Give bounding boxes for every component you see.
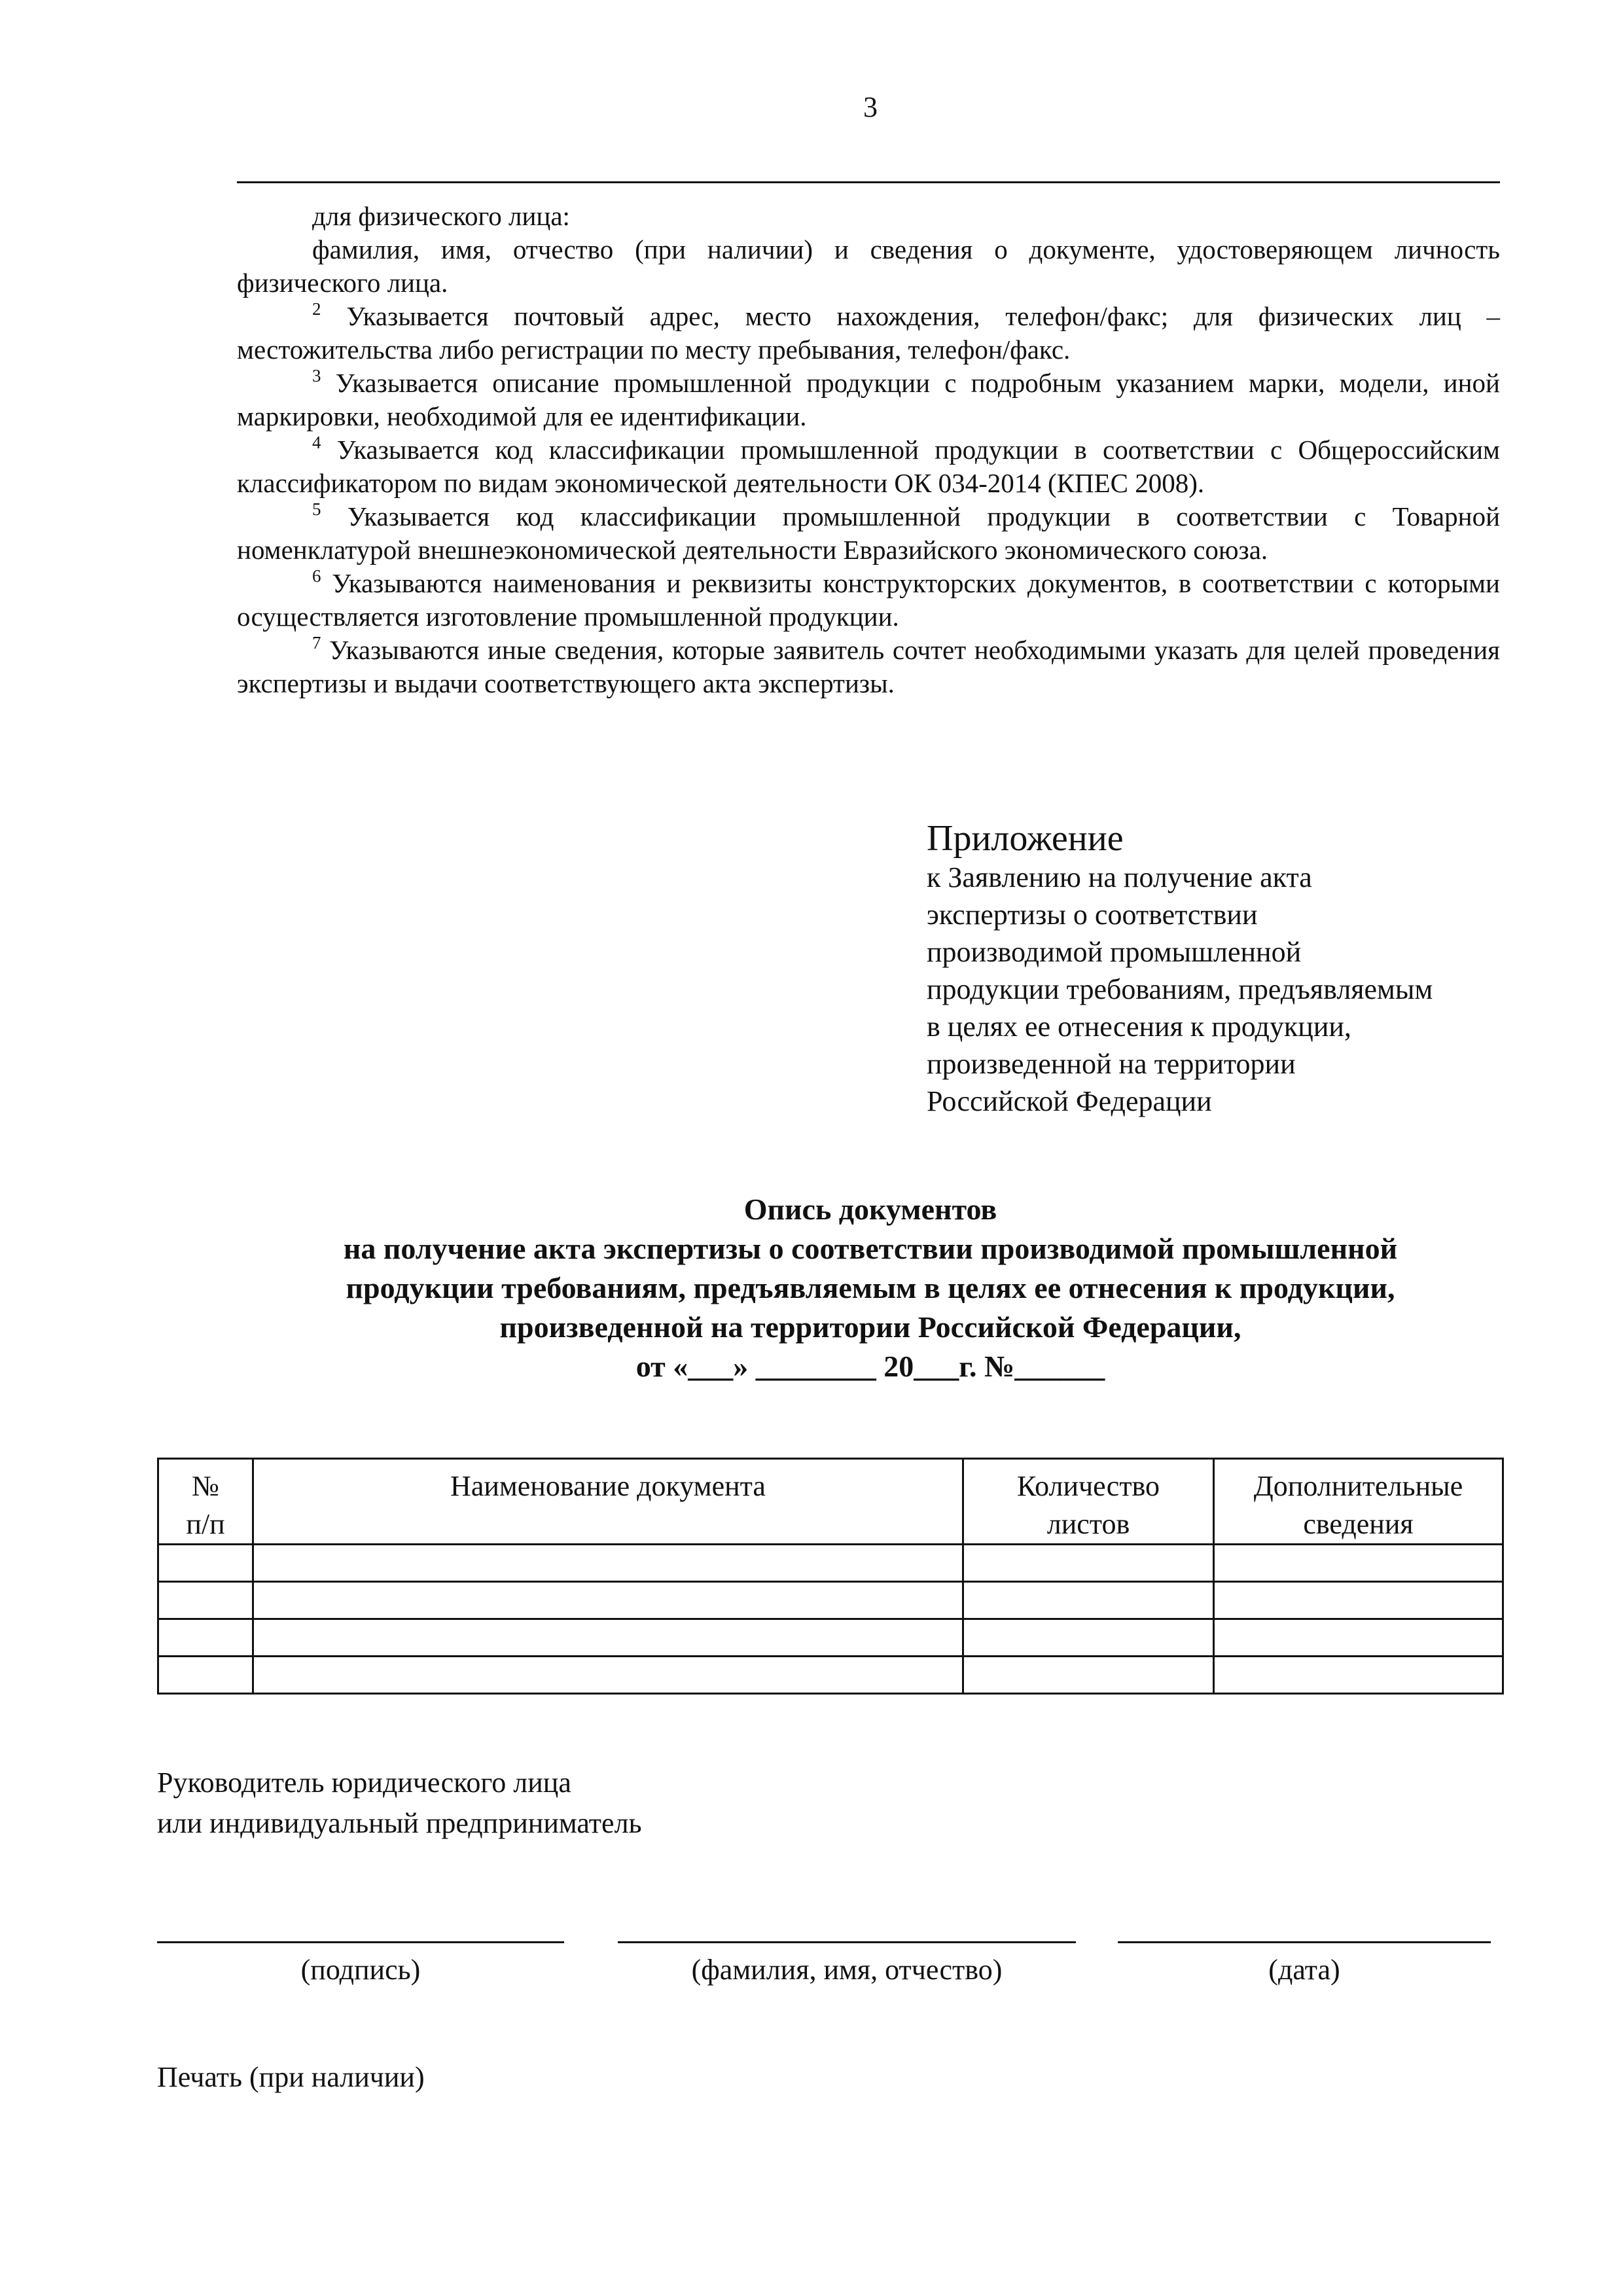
inventory-date-line: от «___» ________ 20___г. №______ <box>635 1350 1105 1383</box>
table-row <box>158 1619 1503 1657</box>
table-cell[interactable] <box>158 1582 253 1619</box>
table-row <box>158 1582 1503 1619</box>
table-cell[interactable] <box>963 1545 1214 1582</box>
footnote-text: Указывается код классификации промышленной продукции в соответствии с Товарной номенклатурой внешнеэкономической деятельности Евразийского экономического союза. <box>237 501 1501 565</box>
table-cell[interactable] <box>158 1657 253 1694</box>
appendix-line: в целях ее отнесения к продукции, <box>927 1011 1351 1043</box>
footnote-text: Указывается почтовый адрес, место нахождения, телефон/факс; для физических лиц – местожительства либо регистрации по месту пребывания, телефон/факс. <box>237 301 1500 365</box>
footnote-marker: 2 <box>312 299 321 319</box>
footnote-5 <box>237 500 1500 567</box>
column-header-number: № п/п <box>158 1459 253 1545</box>
table-cell[interactable] <box>1214 1619 1503 1657</box>
table-cell[interactable] <box>1214 1657 1503 1694</box>
signer-line: Руководитель юридического лица <box>157 1767 571 1799</box>
inventory-title-line: Опись документов <box>743 1193 997 1226</box>
stamp-note: Печать (при наличии) <box>157 2061 425 2093</box>
table-cell[interactable] <box>253 1619 963 1657</box>
table-cell[interactable] <box>1214 1545 1503 1582</box>
appendix-line: произведенной на территории <box>927 1048 1296 1080</box>
footnote-marker: 7 <box>312 633 321 653</box>
inventory-title-line: продукции требованиям, предъявляемым в целях ее отнесения к продукции, <box>346 1271 1395 1304</box>
footnote-text: Указываются наименования и реквизиты конструкторских документов, в соответствии с которыми осуществляется изготовление промышленной продукции. <box>237 568 1500 632</box>
footnote-text: Указываются иные сведения, которые заявитель сочтет необходимыми указать для целей проведения экспертизы и выдачи соответствующего акта экспертизы. <box>237 635 1501 698</box>
table-cell[interactable] <box>963 1582 1214 1619</box>
table-cell[interactable] <box>1214 1582 1503 1619</box>
footnote-marker: 6 <box>312 566 321 586</box>
full-name-caption: (фамилия, имя, отчество) <box>691 1954 1003 1986</box>
appendix-title: Приложение <box>927 818 1124 859</box>
footnote-text: Указывается описание промышленной продукции с подробным указанием марки, модели, иной маркировки, необходимой для ее идентификации. <box>237 368 1500 431</box>
footnote-text: Указывается код классификации промышленной продукции в соответствии с Общероссийским классификатором по видам экономической деятельности ОК 034-2014 (КПЕС 2008). <box>237 435 1501 498</box>
footnote-4 <box>237 433 1500 500</box>
table-cell[interactable] <box>253 1545 963 1582</box>
full-name-line[interactable] <box>618 1941 1076 1943</box>
column-header-document-name: Наименование документа <box>253 1459 963 1545</box>
footnote-line: для физического лица: <box>312 201 570 231</box>
date-line[interactable] <box>1118 1941 1491 1943</box>
date-caption: (дата) <box>1268 1954 1340 1986</box>
appendix-line: продукции требованиям, предъявляемым <box>927 973 1433 1005</box>
table-header-row <box>158 1459 1503 1545</box>
signature-line[interactable] <box>157 1941 564 1943</box>
appendix-line: экспертизы о соответствии <box>927 899 1258 931</box>
table-cell[interactable] <box>253 1582 963 1619</box>
footnote-marker: 3 <box>312 366 321 386</box>
footnote-marker: 5 <box>312 499 321 519</box>
table-cell[interactable] <box>963 1619 1214 1657</box>
signer-line: или индивидуальный предприниматель <box>157 1807 642 1839</box>
table-cell[interactable] <box>253 1657 963 1694</box>
appendix-line: производимой промышленной <box>927 936 1302 968</box>
table-cell[interactable] <box>158 1619 253 1657</box>
inventory-title-line: на получение акта экспертизы о соответствии производимой промышленной <box>343 1232 1398 1265</box>
footnote-6 <box>237 567 1500 634</box>
table-cell[interactable] <box>158 1545 253 1582</box>
footnote-7 <box>237 634 1500 700</box>
footnote-3 <box>237 367 1500 433</box>
column-header-additional-info: Дополнительные сведения <box>1214 1459 1503 1545</box>
signature-caption: (подпись) <box>300 1954 421 1986</box>
table-row <box>158 1545 1503 1582</box>
appendix-line: к Заявлению на получение акта <box>927 861 1312 893</box>
page-number: 3 <box>863 91 878 123</box>
footnote-marker: 4 <box>312 433 321 452</box>
footnote-line: фамилия, имя, отчество (при наличии) и сведения о документе, удостоверяющем личность физического лица. <box>237 234 1500 298</box>
appendix-block <box>927 816 1516 1120</box>
appendix-line: Российской Федерации <box>927 1085 1212 1117</box>
footnotes <box>237 200 1500 700</box>
table-row <box>158 1657 1503 1694</box>
inventory-table <box>157 1458 1504 1695</box>
inventory-title <box>157 1190 1584 1386</box>
inventory-title-line: произведенной на территории Российской Федерации, <box>499 1310 1241 1344</box>
signer-title <box>157 1763 642 1844</box>
header-rule <box>237 181 1500 183</box>
column-header-sheet-count: Количество листов <box>963 1459 1214 1545</box>
table-cell[interactable] <box>963 1657 1214 1694</box>
footnote-2 <box>237 300 1500 367</box>
